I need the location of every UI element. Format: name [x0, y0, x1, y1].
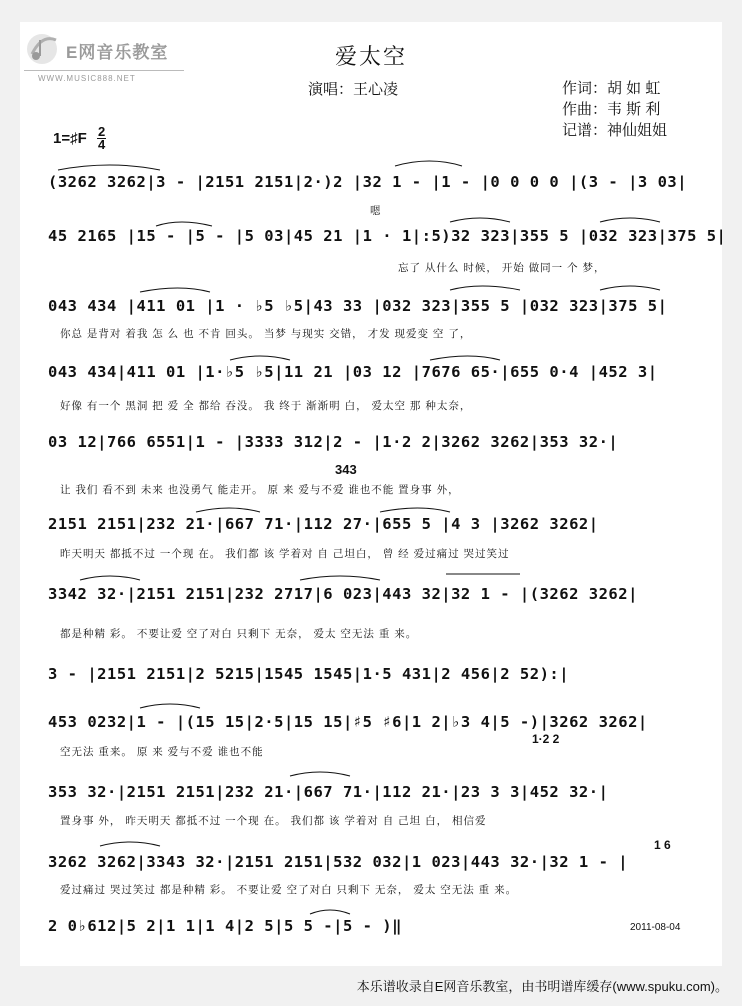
notation-row: 043 434 |411 01 |1 · ♭5 ♭5|43 33 |032 323|355 5 |032 323|375 5| — [48, 297, 668, 315]
lyric-line: 爱过痛过 哭过笑过 都是种精 彩。 不要让爱 空了对白 只剩下 无奈， 爱太 空无法 重 来。 — [60, 884, 518, 896]
lyric-line: 都是种精 彩。 不要让爱 空了对白 只剩下 无奈， 爱太 空无法 重 来。 — [60, 628, 418, 640]
lyric-line: 昨天明天 都抵不过 一个现 在。 我们都 该 学着对 自 己坦白， 曾 经 爱过痛过 哭过笑过 — [60, 548, 510, 560]
lyricist: 作词：胡 如 虹 — [562, 80, 661, 97]
lyric-line: 你总 是背对 着我 怎 么 也 不肯 回头。 当梦 与现实 交错， 才发 现爱变 空 了， — [60, 328, 472, 340]
notation-row: 353 32·|2151 2151|232 21·|667 71·|112 21·|23 3 3|452 32·| — [48, 783, 609, 801]
notation-row: 3 - |2151 2151|2 5215|1545 1545|1·5 431|2 456|2 52):| — [48, 665, 570, 683]
footer-credit: 本乐谱收录自E网音乐教室，由书明谱库缓存(www.spuku.com)。 — [356, 979, 728, 994]
composer: 作曲：韦 斯 利 — [562, 101, 661, 118]
logo-url: WWW.MUSIC888.NET — [38, 74, 136, 83]
lyric-line: 空无法 重来。 原 来 爱与不爱 谁也不能 — [60, 746, 264, 758]
lyric-line: 让 我们 看不到 未来 也没勇气 能走开。 原 来 爱与不爱 谁也不能 置身事 外， — [60, 484, 460, 496]
alternate-notes: 1·2 2 — [532, 732, 560, 746]
ending-notes: 1 6 — [654, 838, 671, 852]
logo-name: E网音乐教室 — [66, 43, 169, 62]
notation-row: 043 434|411 01 |1·♭5 ♭5|11 21 |03 12 |7676 65·|655 0·4 |452 3| — [48, 363, 658, 381]
time-numerator: 2 — [98, 124, 106, 139]
lyric-line: 置身事 外， 昨天明天 都抵不过 一个现 在。 我们都 该 学着对 自 己坦 白， 相信爱 — [60, 815, 487, 827]
alternate-notes: 343 — [335, 462, 357, 477]
notation-row: (3262 3262|3 - |2151 2151|2·)2 |32 1 - |1 - |0 0 0 0 |(3 - |3 03| — [48, 173, 688, 191]
notation-row: 03 12|766 6551|1 - |3333 312|2 - |1·2 2|3262 3262|353 32·| — [48, 433, 619, 451]
notation-row: 45 2165 |15 - |5 - |5 03|45 21 |1 · 1|:5)32 323|355 5 |032 323|375 5| — [48, 227, 727, 245]
notation-row: 3342 32·|2151 2151|232 2717|6 023|443 32|32 1 - |(3262 3262| — [48, 585, 638, 603]
lyric-line: 好像 有一个 黑洞 把 爱 全 都给 吞没。 我 终于 渐渐明 白， 爱太空 那 种太奈， — [60, 400, 472, 412]
notation-row: 2151 2151|232 21·|667 71·|112 27·|655 5 |4 3 |3262 3262| — [48, 515, 599, 533]
notation-row: 2 0♭612|5 2|1 1|1 4|2 5|5 5 -|5 - )‖ — [48, 917, 402, 935]
lyric-line: 忘了 从什么 时候， 开始 做同一 个 梦， — [398, 262, 606, 274]
time-denominator: 4 — [98, 137, 106, 152]
notation-row: 453 0232|1 - |(15 15|2·5|15 15|♯5 ♯6|1 2|♭3 4|5 -)|3262 3262| — [48, 713, 648, 731]
lyric-line: 嗯 — [370, 205, 382, 217]
date: 2011-08-04 — [630, 922, 681, 933]
key-value: 1=♯F — [53, 130, 87, 147]
notation-row: 3262 3262|3343 32·|2151 2151|532 032|1 023|443 32·|32 1 - | — [48, 853, 629, 871]
song-title: 爱太空 — [334, 44, 407, 69]
singer: 演唱：王心凌 — [308, 81, 399, 98]
transcriber: 记谱：神仙姐姐 — [562, 122, 668, 139]
